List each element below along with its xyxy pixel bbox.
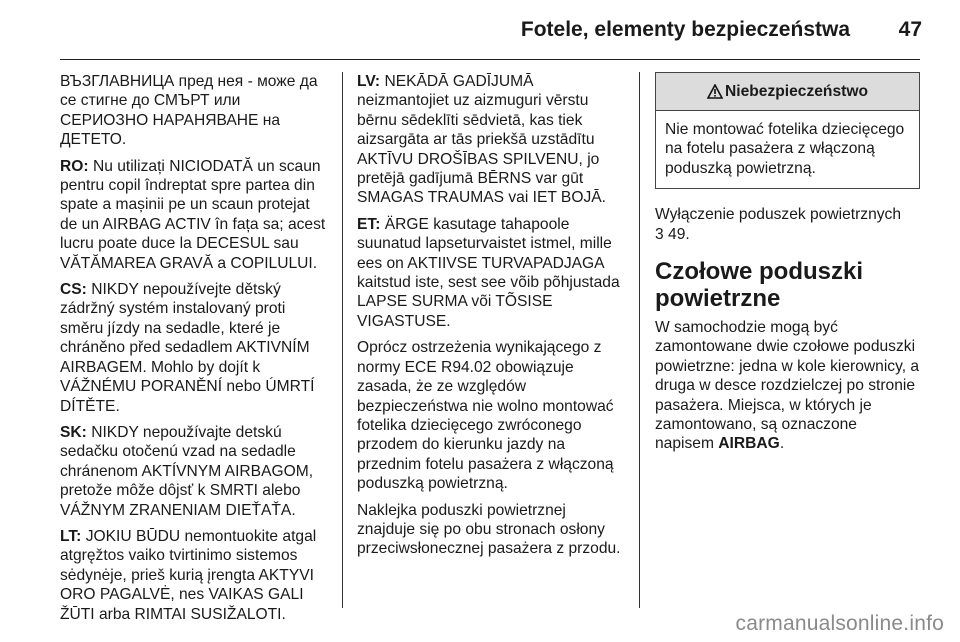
column-divider-2 bbox=[639, 72, 640, 608]
warning-bg: ВЪЗГЛАВНИЦА пред нея - може да се стигне до СМЪРТ или СЕРИОЗНО НАРАНЯВАНЕ на ДЕТЕТО. bbox=[60, 73, 318, 149]
warning-et: ET: ÄRGE kasutage tahapoole suunatud lapseturvaistet istmel, mille ees on AKTIIVSE TURVAPADJAGA kaitstud iste, sest see võib põhjustada LAPSE SURMA või TÕSISE VIGASTUSE. bbox=[357, 215, 620, 330]
column-2 bbox=[357, 72, 627, 566]
warning-cs: CS: NIKDY nepoužívejte dětský zádržný systém instalovaný proti směru jízdy na sedadle, které je chráněno před sedadlem AKTIVNÍM AIRBAGEM. Mohlo by dojít k VÁŽNÉMU PORANĚNÍ nebo ÚMRTÍ DÍTĚTE. bbox=[60, 281, 315, 415]
danger-box bbox=[655, 72, 920, 189]
warning-lv: LV: NEKĀDĀ GADĪJUMĀ neizmantojiet uz aizmuguri vērstu bērnu sēdeklīti sēdvietā, kas tiek aizsargāta ar tās priekšā uzstādītu AKTĪVU DROŠĪBAS SPILVENU, jo pretējā gadījumā BĒRNS var gūt SMAGAS TRAUMAS vai IET BOJĀ. bbox=[357, 73, 606, 207]
section-heading: Czołowe poduszki powietrzne bbox=[655, 258, 864, 313]
column-divider-1 bbox=[342, 72, 343, 608]
paragraph-ece: Oprócz ostrzeżenia wynikającego z normy ECE R94.02 obowiązuje zasada, że ze względów bezpieczeństwa nie wolno montować fotelika dziecięcego zwróconego przodem do kierunku jazdy na przednim fotelu pasażera z włączoną poduszką powietrzną. bbox=[357, 339, 614, 493]
paragraph-sticker: Naklejka poduszki powietrznej znajduje się po obu stronach osłony przeciwsłonecznej pasażera z przodu. bbox=[357, 501, 621, 558]
danger-box-title: Niebezpieczeństwo bbox=[725, 82, 868, 100]
column-3 bbox=[655, 72, 920, 461]
running-title: Fotele, elementy bezpieczeństwa bbox=[520, 18, 850, 41]
paragraph-front-airbags: W samochodzie mogą być zamontowane dwie czołowe poduszki powietrzne: jedna w kole kierownicy, a druga w desce rozdzielczej po stronie pasażera. Miejsca, w których je zamontowano, są oznaczone napisem AIRBAG. bbox=[655, 319, 920, 453]
danger-box-header bbox=[656, 73, 919, 111]
watermark: carmanualsonline.info bbox=[735, 612, 944, 635]
reference-page[interactable]: 49. bbox=[668, 225, 690, 243]
column-1 bbox=[60, 72, 328, 631]
warning-lt: LT: JOKIU BŪDU nemontuokite atgal atgręžtos vaiko tvirtinimo sistemos sėdynėje, prieš kurią įrengta AKTYVI ORO PAGALVĖ, nes VAIKAS GALI ŽŪTI arba RIMTAI SUSIŽALOTI. bbox=[60, 527, 317, 623]
page-number: 47 bbox=[898, 18, 922, 41]
danger-box-text: Nie montować fotelika dziecięcego na fotelu pasażera z włączoną poduszką powietrzną. bbox=[665, 121, 905, 177]
reference-arrow: 3 bbox=[655, 225, 664, 243]
warning-ro: RO: Nu utilizați NICIODATĂ un scaun pentru copil îndreptat spre partea din spate a mașinii pe un scaun protejat de un AIRBAG ACTIV în fața sa; acest lucru poate duce la DECESUL sau VĂTĂMAREA GRAVĂ a COPILULUI. bbox=[60, 157, 326, 272]
page-header bbox=[0, 0, 960, 58]
warning-sk: SK: NIKDY nepoužívajte detskú sedačku otočenú vzad na sedadle chránenom AKTÍVNYM AIRBAGOM, pretože môže dôjsť k SMRTI alebo VÁŽNYM ZRANENIAM DIEŤAŤA. bbox=[60, 423, 314, 519]
airbag-deactivation-ref: Wyłączenie poduszek powietrznych 3 49. bbox=[655, 206, 902, 243]
header-rule bbox=[60, 59, 920, 60]
warning-triangle-icon bbox=[707, 84, 723, 99]
